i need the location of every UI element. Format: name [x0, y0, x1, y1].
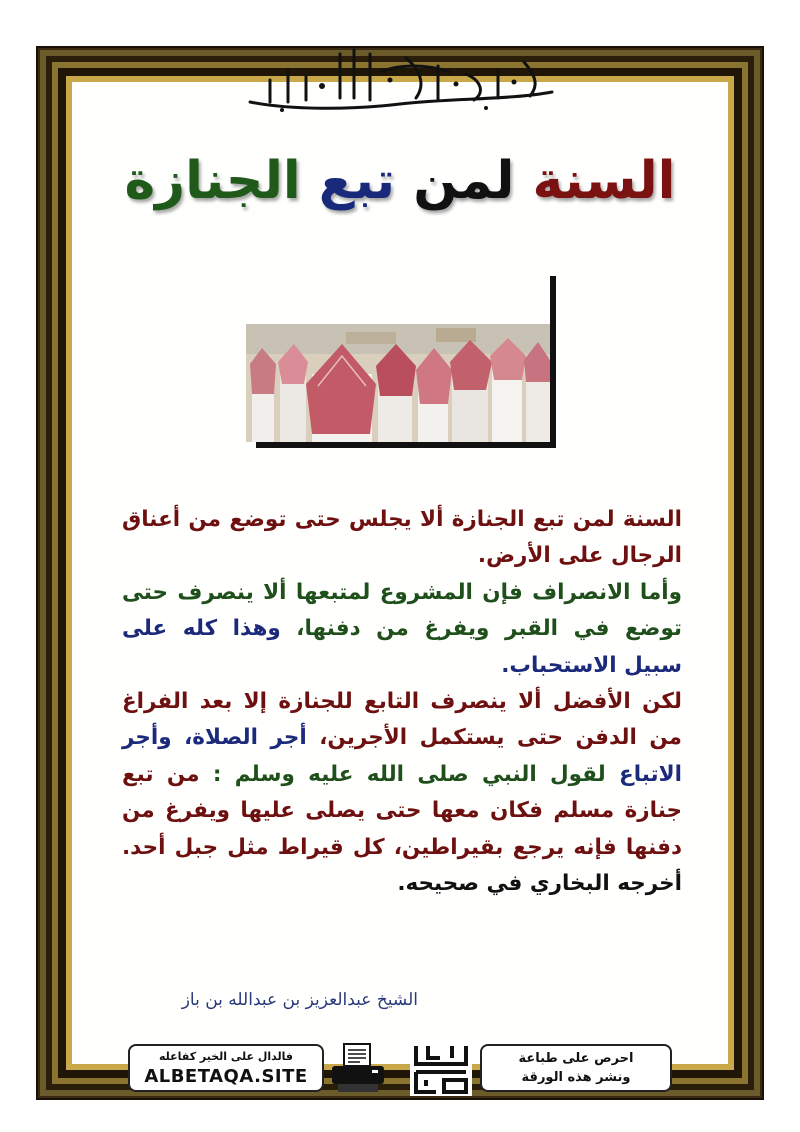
text-run: لقول النبي صلى الله عليه وسلم :	[199, 761, 606, 787]
photo-frame	[246, 276, 556, 448]
website-link[interactable]: ALBETAQA.SITE	[144, 1066, 308, 1087]
reminder-line: احرص على طباعة	[518, 1051, 634, 1066]
title-word: تبع	[318, 151, 396, 211]
title-word: لمن	[413, 151, 515, 211]
printer-icon	[328, 1042, 388, 1094]
text-run: وأما الانصراف فإن المشروع لمتبعها ألا ينصرف حتى توضع في القبر ويفرغ من دفنها،	[122, 579, 682, 642]
photo-shadow	[550, 276, 556, 448]
website-box[interactable]	[128, 1044, 324, 1092]
text-run: أخرجه البخاري في صحيحه.	[397, 871, 682, 897]
footer-slogan: فالدال على الخير كفاعله	[158, 1050, 294, 1063]
basmala-calligraphy	[230, 40, 570, 116]
paragraph	[122, 575, 682, 684]
text-run: من تبع جنازة مسلم فكان معها حتى يصلى عليها ويفرغ من دفنها فإنه يرجع بقيراطين، كل قيراط مثل جبل أحد.	[122, 761, 682, 860]
photo-shadow	[256, 442, 556, 448]
text-run: لكن الأفضل ألا ينصرف التابع للجنازة إلا بعد الفراغ من الدفن حتى يستكمل الأجرين،	[122, 689, 682, 751]
footer-bar	[128, 1038, 672, 1098]
paragraph	[122, 502, 682, 575]
print-reminder-box	[480, 1044, 672, 1092]
reminder-line: ونشر هذه الورقة	[521, 1070, 631, 1085]
dawa-logo	[408, 1038, 474, 1098]
article-body	[122, 502, 682, 902]
title-word: السنة	[532, 151, 676, 211]
text-run: أجر الصلاة، وأجر الاتباع	[122, 725, 683, 787]
title-word: الجنازة	[124, 151, 301, 211]
paragraph	[122, 684, 682, 902]
basmala-text: بسم الله الرحمن الرحيم	[230, 40, 241, 41]
author-signature: الشيخ عبدالعزيز بن عبدالله بن باز	[181, 990, 418, 1010]
text-run: وهذا كله على سبيل الاستحباب.	[122, 616, 682, 678]
text-run: السنة لمن تبع الجنازة ألا يجلس حتى توضع من أعناق الرجال على الأرض.	[122, 507, 682, 569]
funeral-crowd-photo	[246, 324, 550, 442]
page-title	[0, 136, 800, 226]
